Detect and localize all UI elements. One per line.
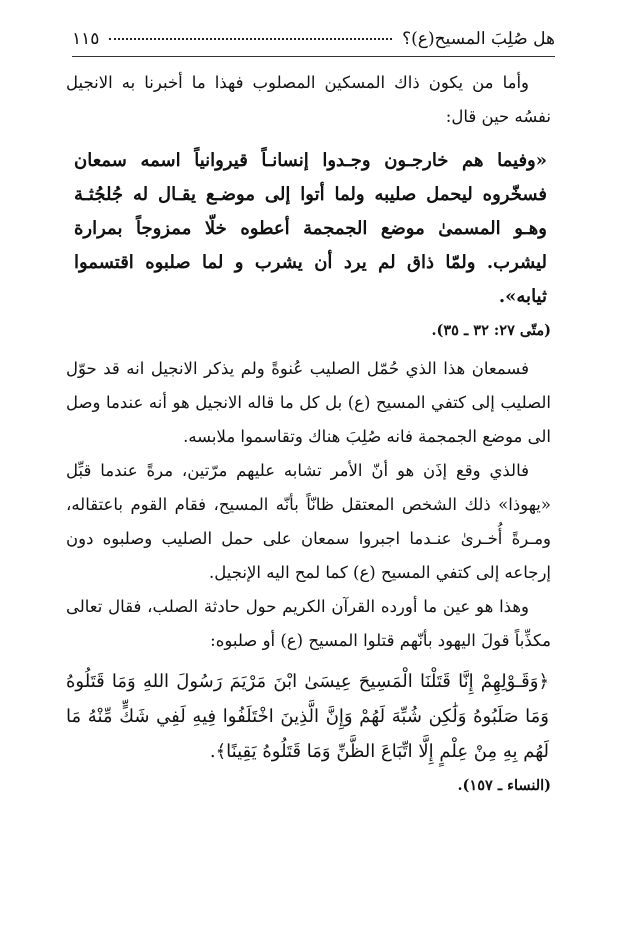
dotted-leader xyxy=(109,38,392,40)
running-header xyxy=(72,26,555,52)
page-body xyxy=(66,66,551,807)
gospel-quote: «وفيما هم خارجـون وجـدوا إنسانـاً قيروانياً اسمه سمعان فسخّروه ليحمل صليبه ولما أتوا إلى موضـع يقـال له جُلجُثـة وهـو المسمىٰ موضع الجمجمة أعطوه خلّا ممزوجاً بمرارة ليشرب. ولمّا ذاق لم يرد أن يشرب و لما صلبوه اقتسموا ثيابه». xyxy=(74,150,547,307)
paragraph-intro: وأما من يكون ذاك المسكين المصلوب فهذا ما أخبرنا به الانجيل نفسُه حين قال: xyxy=(66,73,551,126)
running-title: هل صُلِبَ المسيح(ع)؟ xyxy=(402,29,555,49)
page-number: ١١٥ xyxy=(72,29,100,49)
quran-reference: (النساء ـ ١٥٧). xyxy=(457,777,551,794)
gospel-reference: (متّى ٢٧: ٣٢ ـ ٣٥). xyxy=(431,322,551,339)
paragraph-quran-intro: وهذا هو عين ما أورده القرآن الكريم حول حادثة الصلب، فقال تعالى مكذِّباً قولَ اليهود بأنّهم قتلوا المسيح (ع) أو صلبوه: xyxy=(66,597,551,650)
paragraph-confusion: فالذي وقع إذَن هو أنّ الأمر تشابه عليهم مرّتين، مرةً عندما قبِّل «يهوذا» ذلك الشخص المعتقل ظانّاً بأنّه المسيح، فقام القوم باعتقاله، ومـرةً أُخـرىٰ عنـدما اجبروا سمعان على حمل الصليب وصلبوه دون إرجاعه إلى كتفي المسيح (ع) كما لمح اليه الإنجيل. xyxy=(66,461,551,582)
quran-verse: ﴿وَقَـوْلِهِمْ إِنَّا قَتَلْنَا الْمَسِيحَ عِيسَىٰ ابْنَ مَرْيَمَ رَسُولَ اللهِ وَمَا قَتَلُوهُ وَمَا صَلَبُوهُ وَلَٰكِن شُبِّهَ لَهُمْ وَإِنَّ الَّذِينَ اخْتَلَفُوا فِيهِ لَفِي شَكٍّ مِّنْهُ مَا لَهُم بِهِ مِنْ عِلْمٍ إِلَّا اتِّبَاعَ الظَّنِّ وَمَا قَتَلُوهُ يَقِينًا﴾. xyxy=(66,671,549,762)
header-rule xyxy=(72,56,555,57)
paragraph-simon: فسمعان هذا الذي حُمّل الصليب عُنوةً ولم يذكر الانجيل انه قد حوّل الصليب إلى كتفي المسيح (ع) بل كل ما قاله الانجيل هو أنه عندما وصل الى موضع الجمجمة فانه صُلِبَ هناك وتقاسموا ملابسه. xyxy=(66,359,551,446)
